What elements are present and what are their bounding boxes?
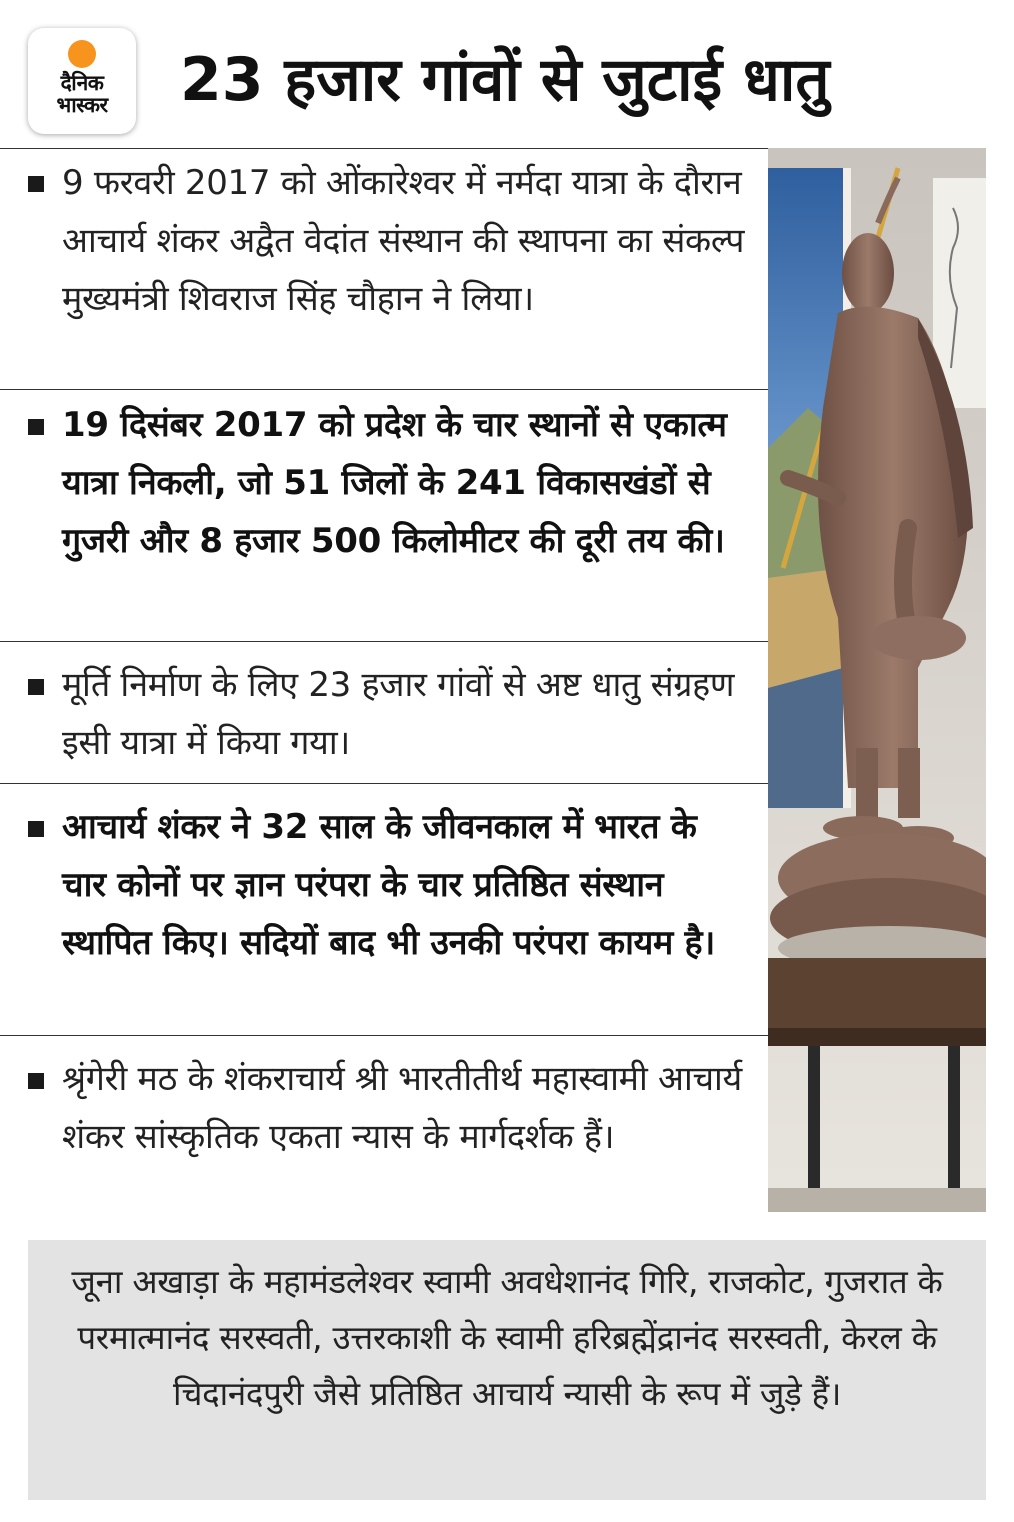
square-bullet-icon	[28, 821, 44, 837]
footer-note-box	[28, 1240, 986, 1500]
list-item-text: आचार्य शंकर ने 32 साल के जीवनकाल में भारत के चार कोनों पर ज्ञान परंपरा के चार प्रतिष्ठित संस्थान स्थापित किए। सदियों बाद भी उनकी परंपरा कायम है।	[62, 807, 715, 963]
list-item-text: 19 दिसंबर 2017 को प्रदेश के चार स्थानों से एकात्म यात्रा निकली, जो 51 जिलों के 241 विकासखंडों से गुजरी और 8 हजार 500 किलोमीटर की दूरी तय की।	[62, 405, 727, 561]
list-item	[0, 148, 768, 389]
square-bullet-icon	[28, 419, 44, 435]
sun-icon	[68, 40, 96, 68]
square-bullet-icon	[28, 1073, 44, 1089]
list-item	[0, 641, 768, 783]
list-item	[0, 1035, 768, 1225]
list-item	[0, 389, 768, 641]
footer-note-text: जूना अखाड़ा के महामंडलेश्वर स्वामी अवधेशानंद गिरि, राजकोट, गुजरात के परमात्मानंद सरस्वती, उत्तरकाशी के स्वामी हरिब्रह्मेंद्रानंद सरस्वती, केरल के चिदानंदपुरी जैसे प्रतिष्ठित आचार्य न्यासी के रूप में जुड़े हैं।	[71, 1262, 943, 1413]
headline: 23 हजार गांवों से जुटाई धातु	[180, 45, 830, 115]
square-bullet-icon	[28, 176, 44, 192]
list-item-text: 9 फरवरी 2017 को ओंकारेश्वर में नर्मदा यात्रा के दौरान आचार्य शंकर अद्वैत वेदांत संस्थान की स्थापना का संकल्प मुख्यमंत्री शिवराज सिंह चौहान ने लिया।	[62, 163, 745, 319]
logo-line-1: दैनिक	[60, 71, 104, 95]
list-item	[0, 783, 768, 1035]
list-item-text: मूर्ति निर्माण के लिए 23 हजार गांवों से अष्ट धातु संग्रहण इसी यात्रा में किया गया।	[62, 665, 735, 763]
list-item-text: श्रृंगेरी मठ के शंकराचार्य श्री भारतीतीर्थ महास्वामी आचार्य शंकर सांस्कृतिक एकता न्यास के मार्गदर्शक हैं।	[62, 1059, 742, 1157]
facts-list	[0, 148, 768, 1225]
dainik-bhaskar-logo	[28, 28, 136, 134]
logo-line-2: भास्कर	[56, 93, 108, 117]
statue-photo	[768, 148, 986, 1212]
statue-illustration	[768, 148, 986, 1212]
square-bullet-icon	[28, 679, 44, 695]
